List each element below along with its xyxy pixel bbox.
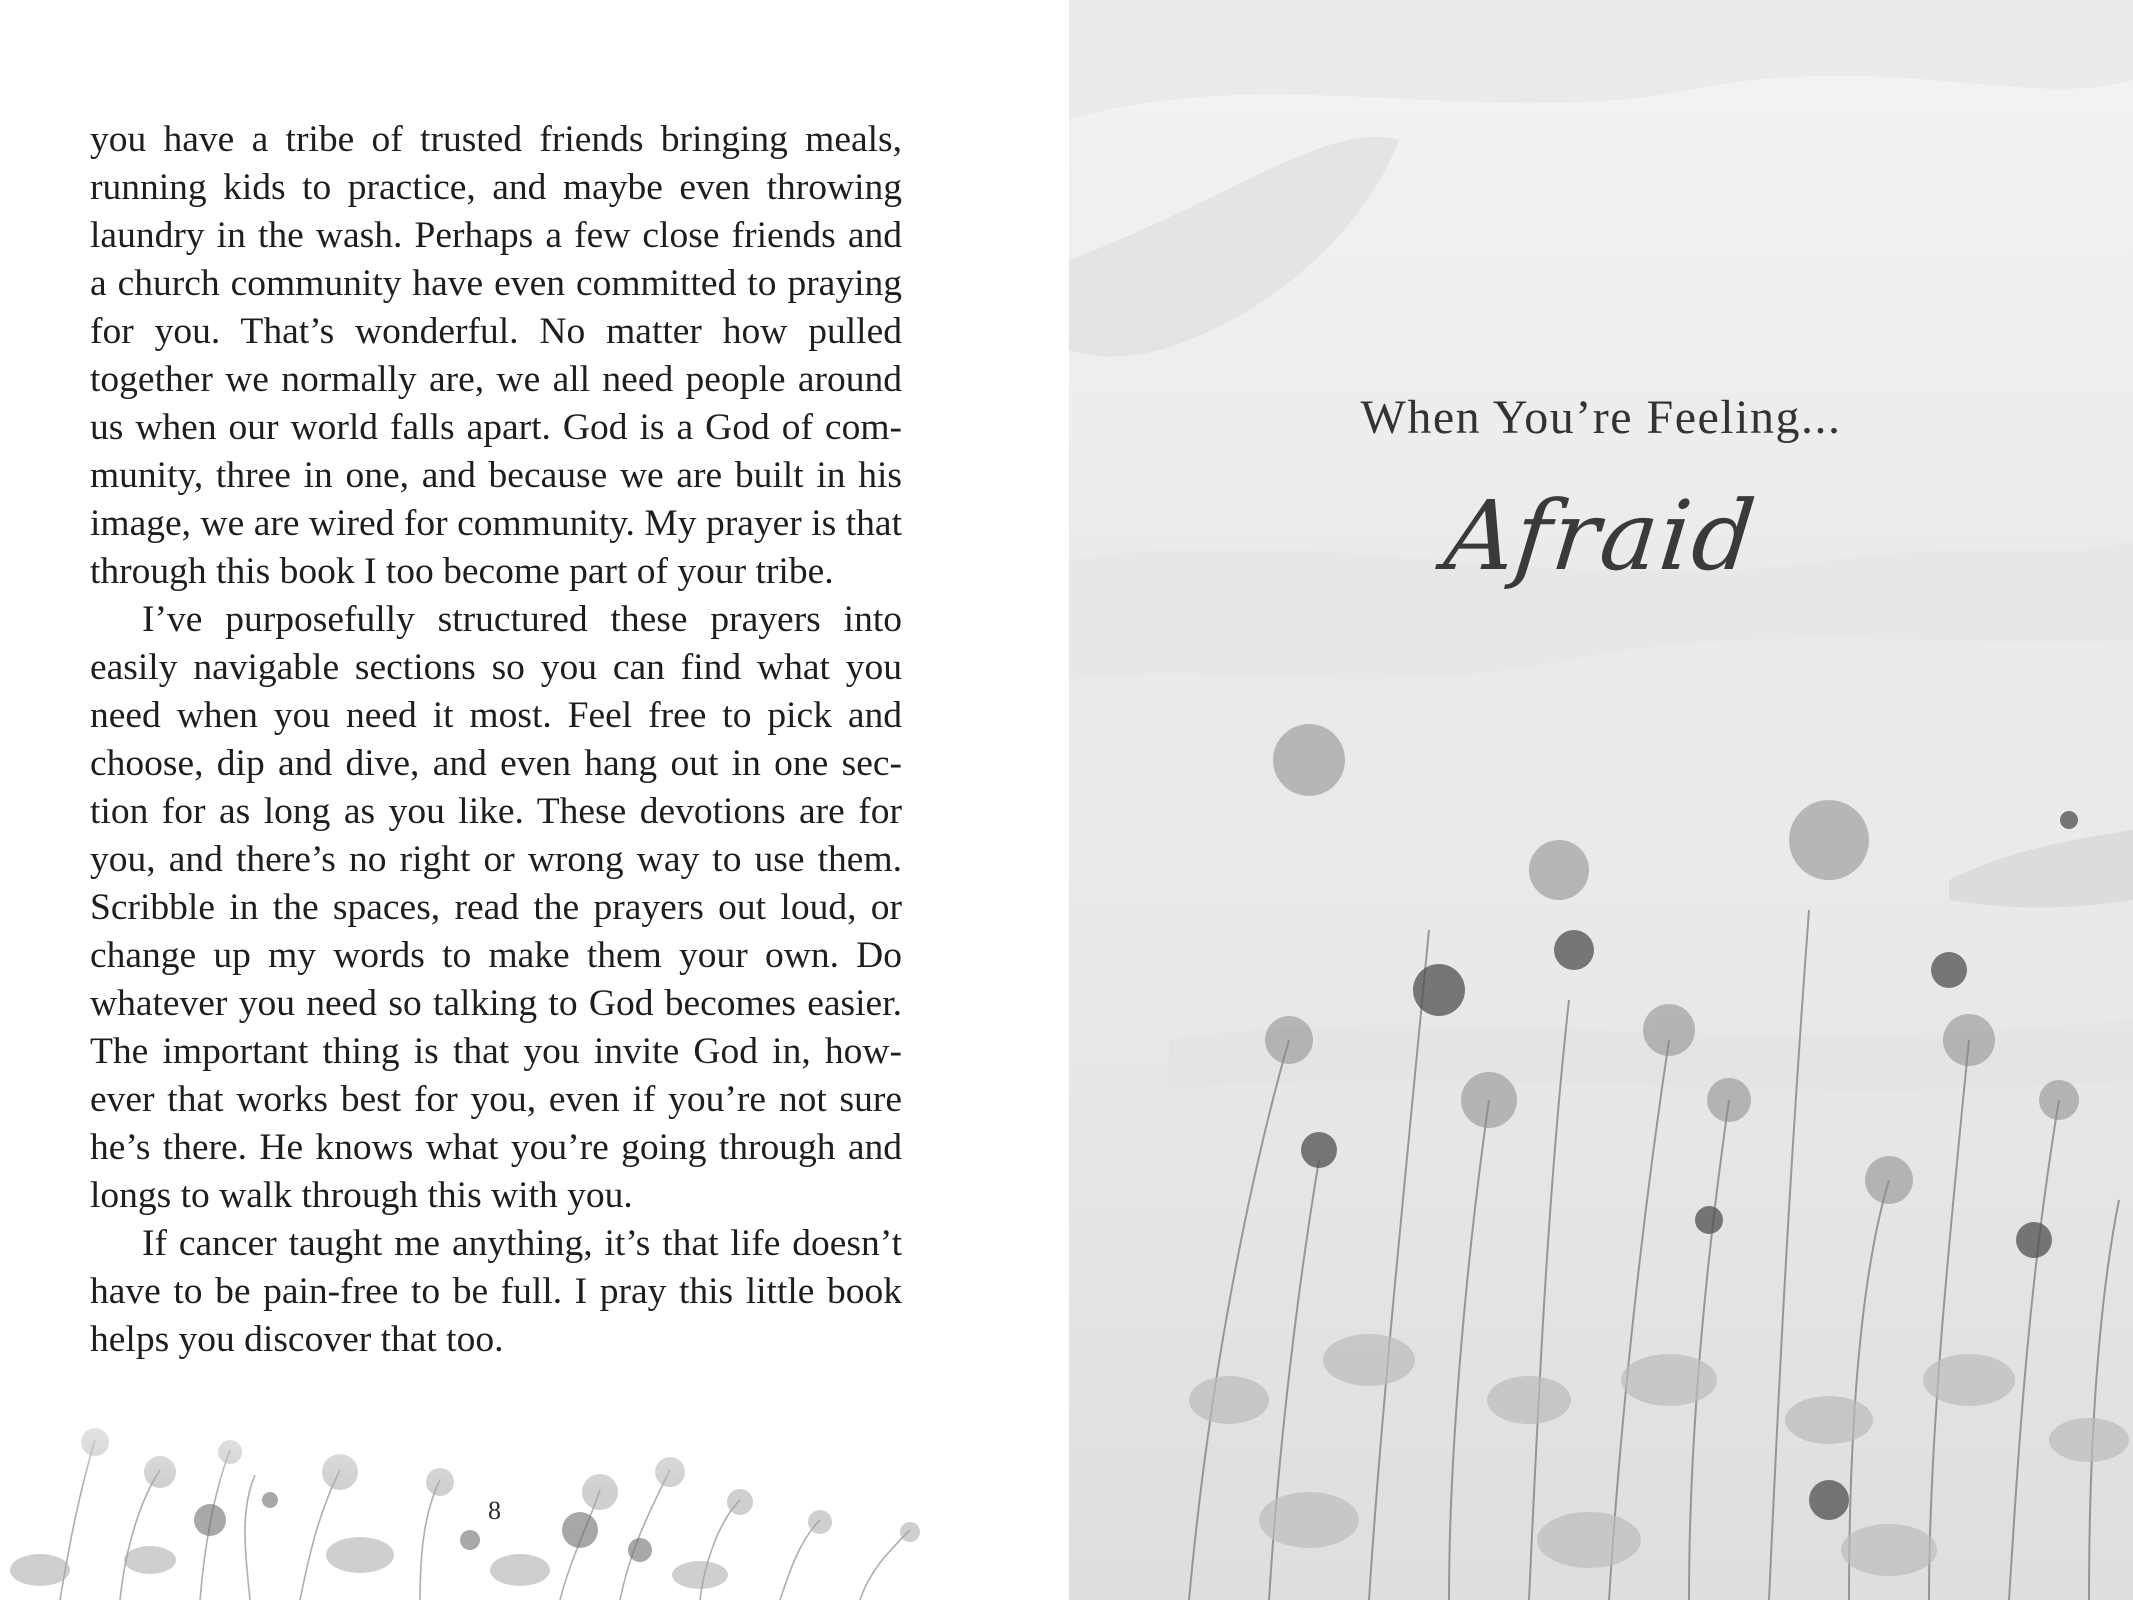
paragraph-3: If cancer taught me anything, it’s that life doesn’t have to be pain-free to be full. I pray this little book helps you discover that too.: [90, 1223, 902, 1360]
floral-illustration-footer: [0, 1380, 1069, 1600]
page-number: 8: [488, 1496, 501, 1525]
chapter-title: Afraid: [1439, 480, 1763, 592]
right-page: [1069, 0, 2133, 1600]
paragraph-2: I’ve purposefully structured these prayers into easily navigable sections so you can find what you need when you need it most. Feel free to pick and choose, dip and dive, and even hang out in one section for as long as you like. These devotions are for you, and there’s no right or wrong way to use them. Scribble in the spaces, read the prayers out loud, or change up my words to make them your own. Do whatever you need so talking to God becomes easier. The important thing is that you invite God in, however that works best for you, even if you’re not sure he’s there. He knows what you’re going through and longs to walk through this with you.: [90, 599, 902, 1216]
chapter-eyebrow: When You’re Feeling...: [1360, 391, 1842, 444]
paragraph-1: you have a tribe of trusted friends bringing meals, running kids to practice, and maybe even throwing laundry in the wash. Perhaps a few close friends and a church community have even committed to praying for you. That’s wonderful. No matter how pulled together we normally are, we all need people around us when our world falls apart. God is a God of community, three in one, and because we are built in his image, we are wired for community. My prayer is that through this book I too become part of your tribe.: [90, 119, 902, 592]
body-text: [90, 116, 902, 1364]
floral-illustration: [1069, 680, 2133, 1600]
